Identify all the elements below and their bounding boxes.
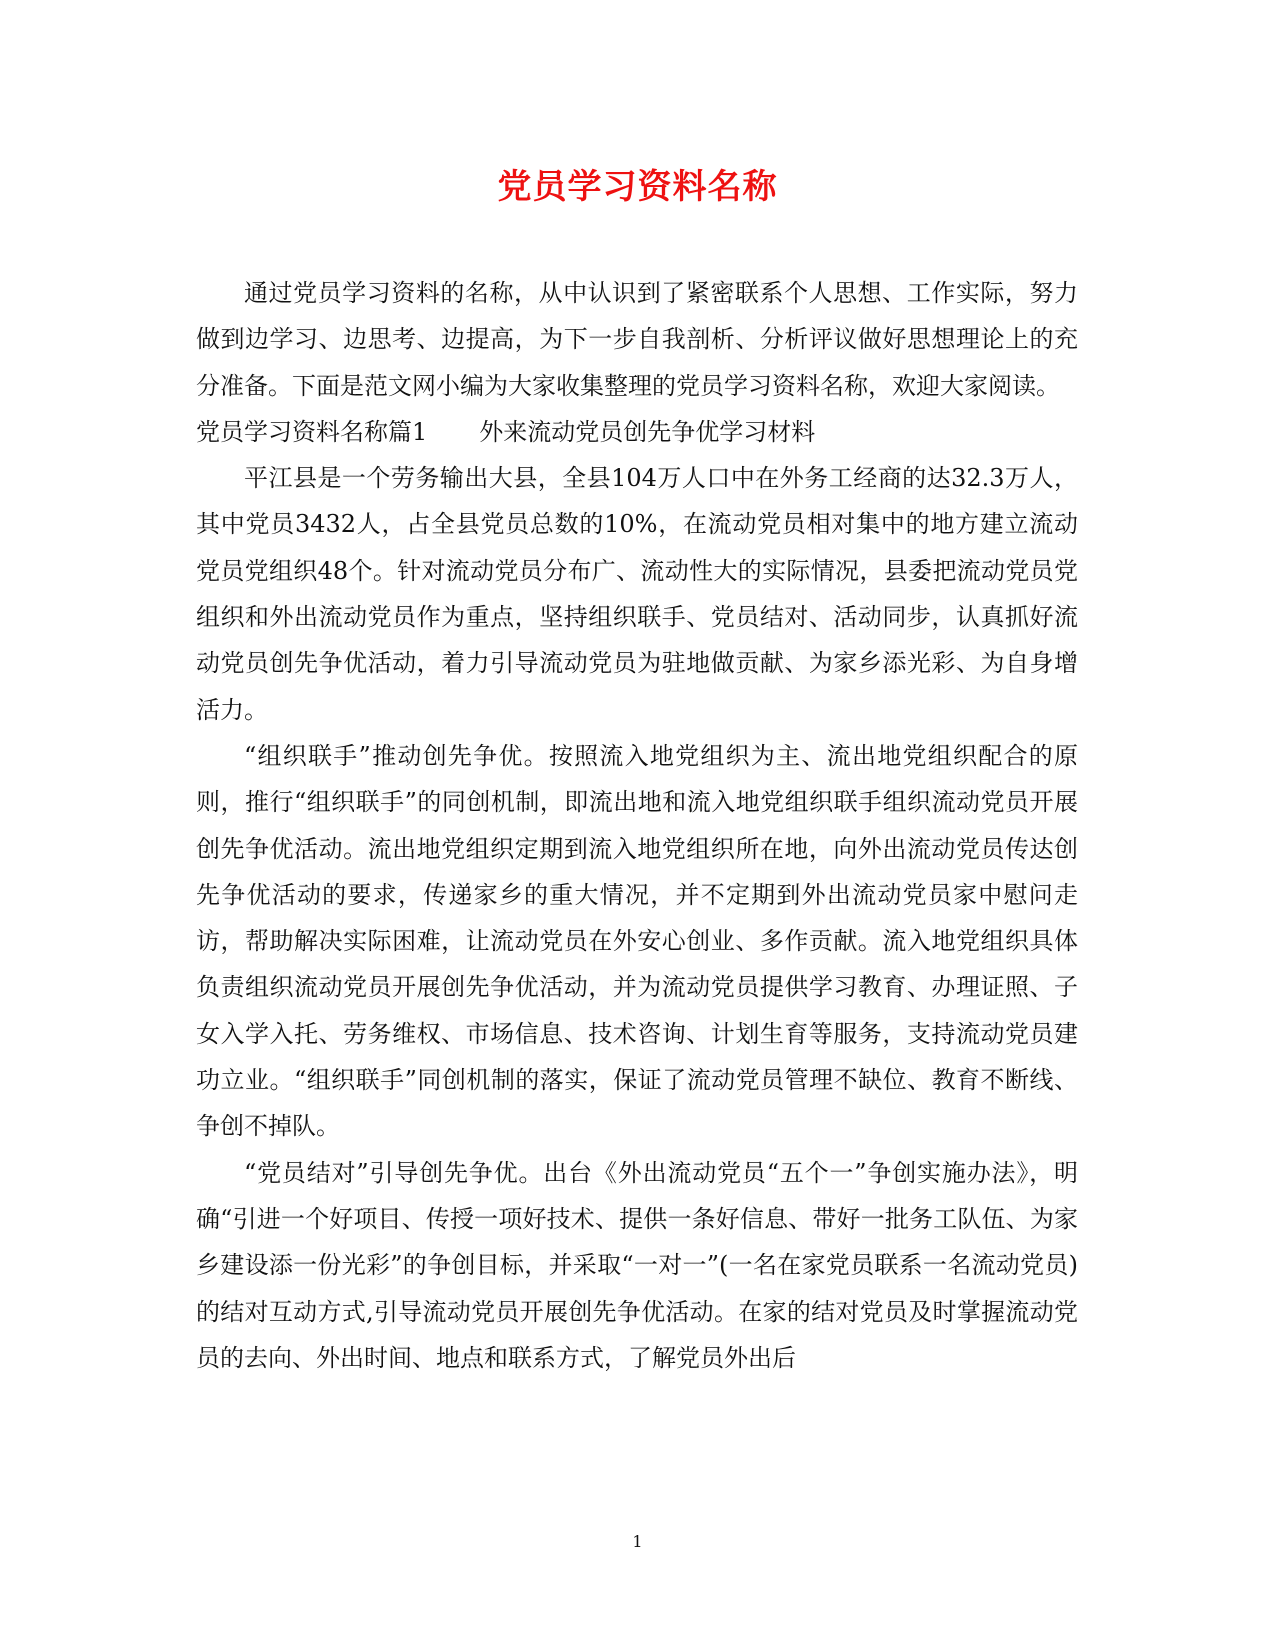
intro-paragraph: 通过党员学习资料的名称，从中认识到了紧密联系个人思想、工作实际，努力做到边学习、边思考、边提高，为下一步自我剖析、分析评议做好思想理论上的充分准备。下面是范文网小编为大家收集整理的党员学习资料名称，欢迎大家阅读。 [196,279,1078,400]
section-heading [196,409,1078,455]
page-number: 1 [632,1532,643,1551]
section-part-title: 外来流动党员创先争优学习材料 [479,417,816,446]
document-title: 党员学习资料名称 [497,167,778,207]
section-part-label: 党员学习资料名称篇1 [196,417,428,446]
body-paragraph-pingjiang: 平江县是一个劳务输出大县，全县104万人口中在外务工经商的达32.3万人，其中党员3432人，占全县党员总数的10%，在流动党员相对集中的地方建立流动党员党组织48个。针对流动党员分布广、流动性大的实际情况，县委把流动党员党组织和外出流动党员作为重点，坚持组织联手、党员结对、活动同步，认真抓好流动党员创先争优活动，着力引导流动党员为驻地做贡献、为家乡添光彩、为自身增活力。 [196,464,1078,724]
body-paragraph-member-pairing: “党员结对”引导创先争优。出台《外出流动党员“五个一”争创实施办法》，明确“引进一个好项目、传授一项好技术、提供一条好信息、带好一批务工队伍、为家乡建设添一份光彩”的争创目标，并采取“一对一”(一名在家党员联系一名流动党员)的结对互动方式,引导流动党员开展创先争优活动。在家的结对党员及时掌握流动党员的去向、外出时间、地点和联系方式，了解党员外出后 [196,1158,1078,1372]
document-body [196,270,1078,1381]
body-paragraph-organization-partnership: “组织联手”推动创先争优。按照流入地党组织为主、流出地党组织配合的原则，推行“组织联手”的同创机制，即流出地和流入地党组织联手组织流动党员开展创先争优活动。流出地党组织定期到流入地党组织所在地，向外出流动党员传达创先争优活动的要求，传递家乡的重大情况，并不定期到外出流动党员家中慰问走访，帮助解决实际困难，让流动党员在外安心创业、多作贡献。流入地党组织具体负责组织流动党员开展创先争优活动，并为流动党员提供学习教育、办理证照、子女入学入托、劳务维权、市场信息、技术咨询、计划生育等服务，支持流动党员建功立业。“组织联手”同创机制的落实，保证了流动党员管理不缺位、教育不断线、争创不掉队。 [196,741,1078,1141]
